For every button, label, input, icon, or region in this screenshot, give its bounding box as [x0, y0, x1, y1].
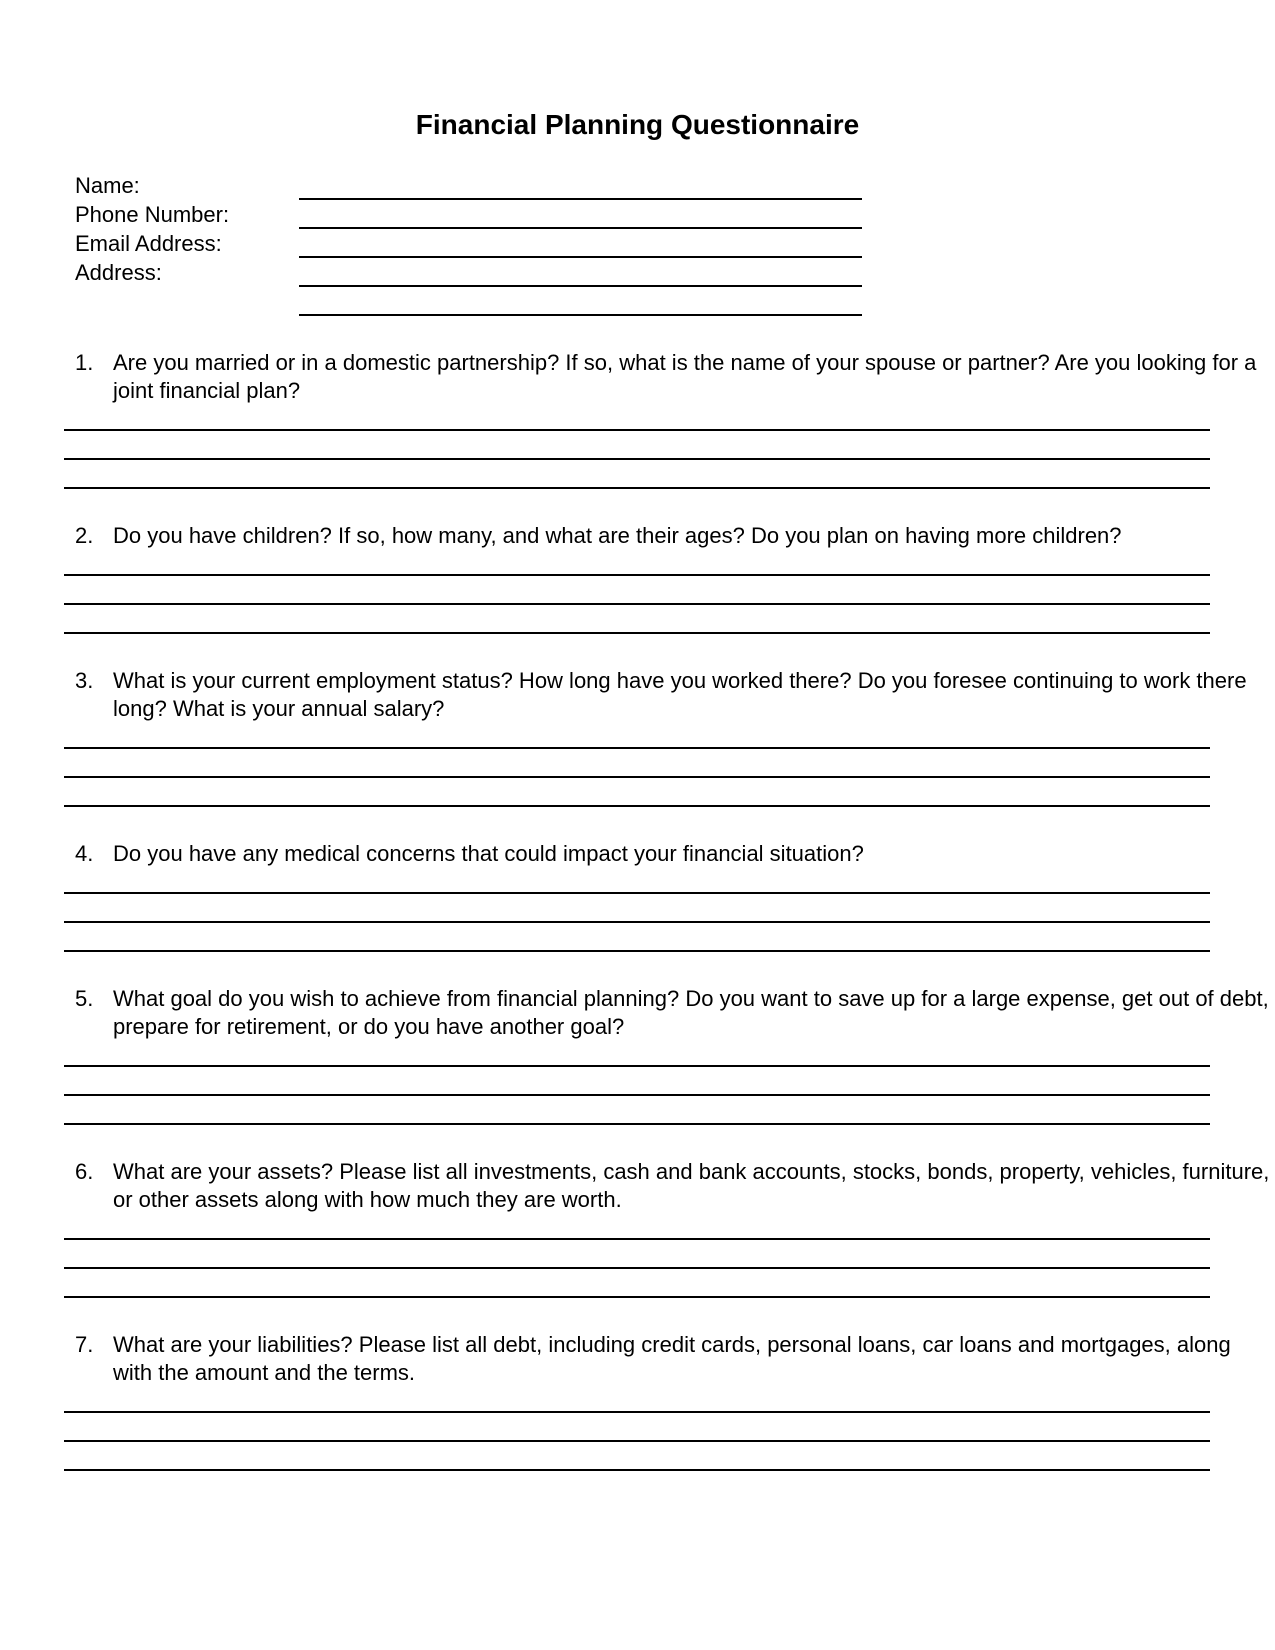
answer-line-q1-2[interactable]: [64, 458, 1210, 460]
answer-line-q5-2[interactable]: [64, 1094, 1210, 1096]
answer-line-q2-1[interactable]: [64, 574, 1210, 576]
answer-line-q5-1[interactable]: [64, 1065, 1210, 1067]
answer-line-q4-2[interactable]: [64, 921, 1210, 923]
question-text: Do you have children? If so, how many, and what are their ages? Do you plan on having more children?: [113, 523, 1122, 548]
question-number: 1.: [75, 350, 94, 375]
question-text: Are you married or in a domestic partnership? If so, what is the name of your spouse or partner? Are you looking for a joint financial plan?: [113, 350, 1257, 403]
question-number: 7.: [75, 1332, 94, 1357]
answer-line-q7-1[interactable]: [64, 1411, 1210, 1413]
answer-line-q3-3[interactable]: [64, 805, 1210, 807]
email-address-field[interactable]: [299, 256, 862, 258]
question-text: What is your current employment status? How long have you worked there? Do you foresee continuing to work there long? What is your annual salary?: [113, 668, 1247, 721]
phone-number-field[interactable]: [299, 227, 862, 229]
answer-line-q1-3[interactable]: [64, 487, 1210, 489]
question-number: 3.: [75, 668, 94, 693]
question-number: 2.: [75, 523, 94, 548]
question-text: Do you have any medical concerns that could impact your financial situation?: [113, 841, 864, 866]
question-text: What are your assets? Please list all investments, cash and bank accounts, stocks, bonds, property, vehicles, furniture, or other assets along with how much they are worth.: [113, 1159, 1270, 1212]
answer-line-q2-3[interactable]: [64, 632, 1210, 634]
address-field-line-2[interactable]: [299, 314, 862, 316]
answer-line-q7-2[interactable]: [64, 1440, 1210, 1442]
question-text: What goal do you wish to achieve from financial planning? Do you want to save up for a large expense, get out of debt, prepare for retirement, or do you have another goal?: [113, 986, 1269, 1039]
question-text: What are your liabilities? Please list all debt, including credit cards, personal loans, car loans and mortgages, along with the amount and the terms.: [113, 1332, 1231, 1385]
answer-line-q7-3[interactable]: [64, 1469, 1210, 1471]
question-number: 5.: [75, 986, 94, 1011]
question-number: 4.: [75, 841, 94, 866]
answer-line-q1-1[interactable]: [64, 429, 1210, 431]
name-field[interactable]: [299, 198, 862, 200]
answer-line-q4-3[interactable]: [64, 950, 1210, 952]
answer-line-q6-3[interactable]: [64, 1296, 1210, 1298]
answer-line-q5-3[interactable]: [64, 1123, 1210, 1125]
name-label: Name:: [75, 173, 140, 198]
answer-line-q3-1[interactable]: [64, 747, 1210, 749]
answer-line-q3-2[interactable]: [64, 776, 1210, 778]
address-label: Address:: [75, 260, 162, 285]
answer-line-q4-1[interactable]: [64, 892, 1210, 894]
answer-line-q2-2[interactable]: [64, 603, 1210, 605]
answer-line-q6-2[interactable]: [64, 1267, 1210, 1269]
answer-line-q6-1[interactable]: [64, 1238, 1210, 1240]
question-number: 6.: [75, 1159, 94, 1184]
email-address-label: Email Address:: [75, 231, 222, 256]
phone-number-label: Phone Number:: [75, 202, 230, 227]
page-title: Financial Planning Questionnaire: [415, 109, 860, 140]
address-field-line-1[interactable]: [299, 285, 862, 287]
